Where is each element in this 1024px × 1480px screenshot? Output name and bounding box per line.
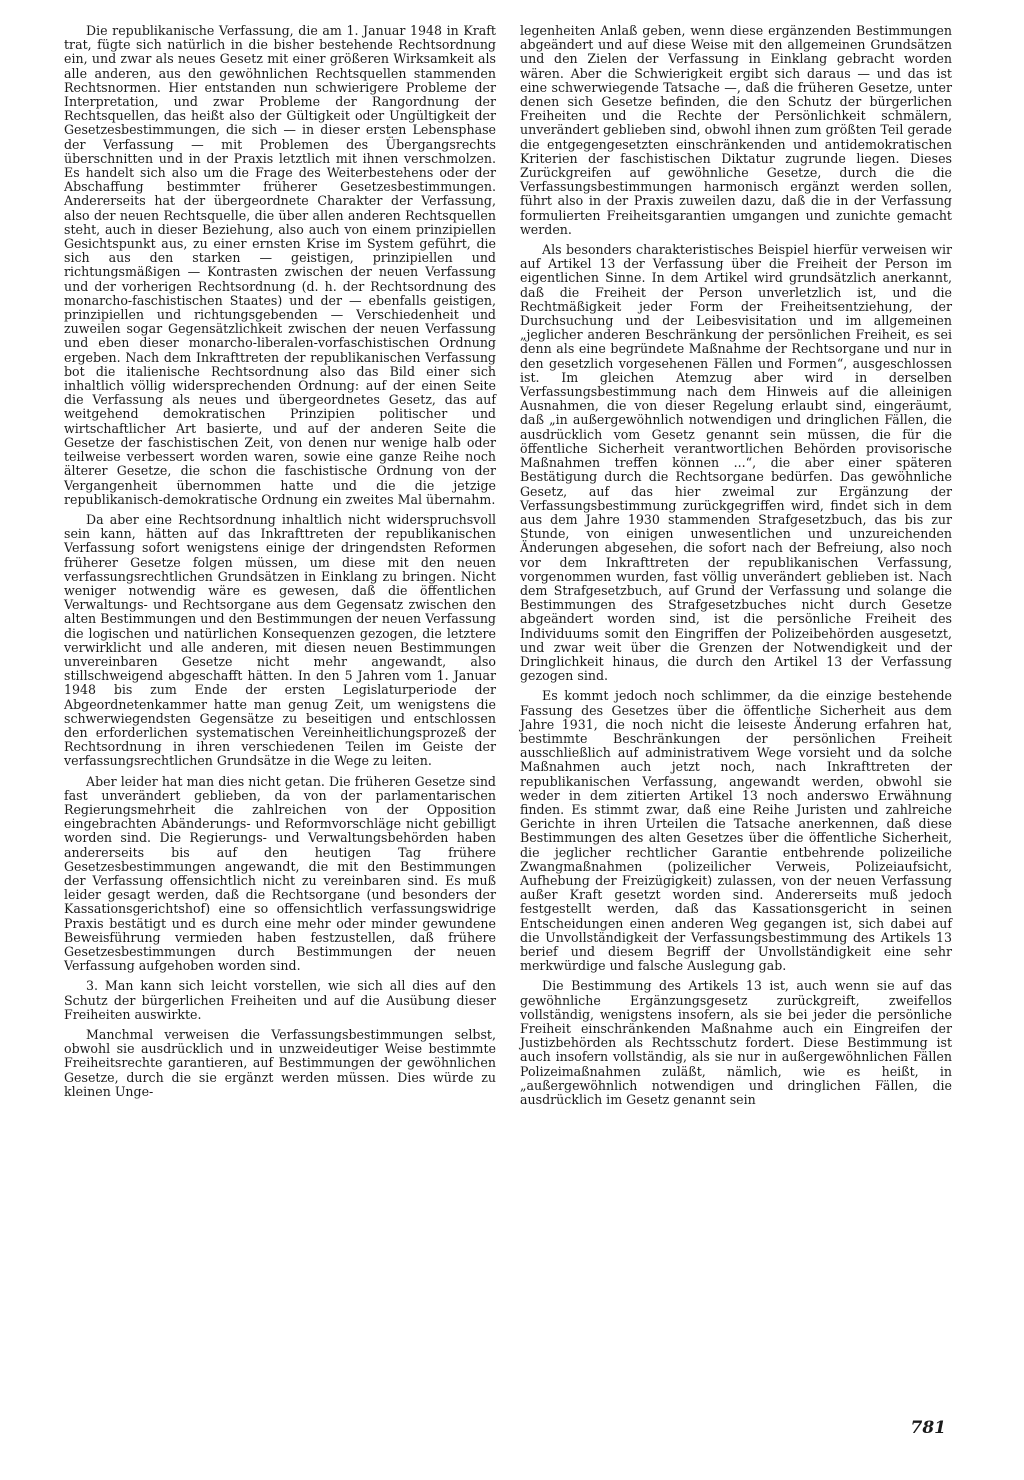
paragraph: 3. Man kann sich leicht vorstellen, wie sich all dies auf den Schutz der bürgerlichen Freiheiten und auf die Ausübung dieser Freiheiten auswirkte. [64, 978, 496, 1022]
paragraph: Die republikanische Verfassung, die am 1. Januar 1948 in Kraft trat, fügte sich natürlich in die bisher bestehende Rechtsordnung ein, und zwar als neues Gesetz mit einer größeren Wirksamkeit als alle anderen, aus den gewöhnlichen Rechtsquellen stammenden Rechtsnormen. Hier entstanden nun schwierigere Probleme der Interpretation, und zwar Probleme der Rangordnung der Rechtsquellen, das heißt also der Gültigkeit oder Ungültigkeit der Gesetzesbestimmungen, die sich — in dieser ersten Lebensphase der Verfassung — mit Problemen des Übergangsrechts überschnitten und in der Praxis letztlich mit ihnen verschmolzen. Es handelt sich also um die Frage des Weiterbestehens oder der Abschaffung bestimmter früherer Gesetzesbestimmungen. Andererseits hat der übergeordnete Charakter der Verfassung, also der neuen Rechtsquelle, die über allen anderen Rechtsquellen steht, auch in dieser Beziehung, also auch von einem prinzipiellen Gesichtspunkt aus, zu einer ernsten Krise im System geführt, die sich aus den starken — geistigen, prinzipiellen und richtungsmäßigen — Kontrasten zwischen der neuen Verfassung und der vorherigen Rechtsordnung (d. h. der Rechtsordnung des monarcho-faschistischen Staates) und der — ebenfalls geistigen, prinzipiellen und richtungsgebenden — Verschiedenheit und zuweilen sogar Gegensätzlichkeit zwischen der neuen Verfassung und eben dieser monarcho-liberalen-vorfaschistischen Ordnung ergeben. Nach dem Inkrafttreten der republikanischen Verfassung bot die italienische Rechtsordnung also das Bild einer sich inhaltlich völlig widersprechenden Ordnung: auf der einen Seite die Verfassung als neues und übergeordnetes Gesetz, das auf weitgehend demokratischen Prinzipien politischer und wirtschaftlicher Art basierte, und auf der anderen Seite die Gesetze der faschistischen Zeit, von denen nur wenige halb oder teilweise verbessert worden waren, sowie eine ganze Reihe noch älterer Gesetze, die schon die faschistische Ordnung von der Vergangenheit übernommen hatte und die die jetzige republikanisch-demokratische Ordnung ein zweites Mal übernahm. [64, 23, 496, 507]
paragraph: Manchmal verweisen die Verfassungsbestimmungen selbst, obwohl sie ausdrücklich und in unzweideutiger Weise bestimmte Freiheitsrechte garantieren, auf Bestimmungen der gewöhnlichen Gesetze, durch die sie ergänzt werden müssen. Dies würde zu kleinen Unge- [64, 1027, 496, 1099]
paragraph: Als besonders charakteristisches Beispiel hierfür verweisen wir auf Artikel 13 der Verfassung über die Freiheit der Person im eigentlichen Sinne. In dem Artikel wird grundsätzlich anerkannt, daß die Freiheit der Person unverletzlich ist, und die Rechtmäßigkeit jeder Form der Freiheitsentziehung, der Durchsuchung und der Leibesvisitation und im allgemeinen „jeglicher anderen Beschränkung der persönlichen Freiheit, es sei denn als eine begründete Maßnahme der Rechtsorgane und nur in den gesetzlich vorgesehenen Fällen und Formen“, ausgeschlossen ist. Im gleichen Atemzug aber wird in derselben Verfassungsbestimmung nach dem Hinweis auf die alleinigen Ausnahmen, die von dieser Regelung erlaubt sind, eingeräumt, daß „in außergewöhnlich notwendigen und dringlichen Fällen, die ausdrücklich vom Gesetz genannt sein müssen, die für die öffentliche Sicherheit verantwortlichen Behörden provisorische Maßnahmen treffen können ...“, die aber einer späteren Bestätigung durch die Rechtsorgane bedürfen. Das gewöhnliche Gesetz, auf das hier zweimal zur Ergänzung der Verfassungsbestimmung zurückgegriffen wird, findet sich in dem aus dem Jahre 1930 stammenden Strafgesetzbuch, das bis zur Stunde, von einigen unwesentlichen und unzureichenden Änderungen abgesehen, die sofort nach der Befreiung, also noch vor dem Inkrafttreten der republikanischen Verfassung, vorgenommen wurden, fast völlig unverändert geblieben ist. Nach dem Strafgesetzbuch, auf Grund der Verfassung und solange die Bestimmungen des Strafgesetzbuches nicht durch Gesetze abgeändert worden sind, ist die persönliche Freiheit des Individuums somit den Eingriffen der Polizeibehörden ausgesetzt, und zwar weit über die Grenzen der Notwendigkeit und der Dringlichkeit hinaus, die durch den Artikel 13 der Verfassung gezogen sind. [520, 242, 952, 684]
paragraph: Da aber eine Rechtsordnung inhaltlich nicht widerspruchsvoll sein kann, hätten auf das Inkrafttreten der republikanischen Verfassung sofort wenigstens einige der dringendsten Reformen früherer Gesetze folgen müssen, um diese mit den neuen verfassungsrechtlichen Grundsätzen in Einklang zu bringen. Nicht weniger notwendig wäre es gewesen, daß die öffentlichen Verwaltungs- und Rechtsorgane aus dem Gegensatz zwischen den alten Bestimmungen und den Bestimmungen der neuen Verfassung die logischen und natürlichen Konsequenzen gezogen, die letztere verwirklicht und alle anderen, mit diesen neuen Bestimmungen unvereinbaren Gesetze nicht mehr angewandt, also stillschweigend abgeschafft hätten. In den 5 Jahren vom 1. Januar 1948 bis zum Ende der ersten Legislaturperiode der Abgeordnetenkammer hatte man genug Zeit, um wenigstens die schwerwiegendsten Gegensätze zu beseitigen und entschlossen den erforderlichen systematischen Vereinheitlichungsprozeß der Rechtsordnung in ihren verschiedenen Teilen im Geiste der verfassungsrechtlichen Grundsätze in die Wege zu leiten. [64, 511, 496, 769]
left-column [64, 24, 496, 1113]
page-number: 781 [910, 1418, 946, 1438]
paragraph-continued: legenheiten Anlaß geben, wenn diese ergänzenden Bestimmungen abgeändert und auf diese Weise mit den allgemeinen Grundsätzen und den Zielen der Verfassung in Einklang gebracht worden wären. Aber die Schwierigkeit ergibt sich daraus — und das ist eine schwerwiegende Tatsache —, daß die früheren Gesetze, unter denen sich Gesetze befinden, die den Schutz der bürgerlichen Freiheiten und die Rechte der Persönlichkeit schmälern, unverändert geblieben sind, obwohl ihnen zum größten Teil gerade die entgegengesetzten einschränkenden und antidemokratischen Kriterien der faschistischen Diktatur zugrunde liegen. Dieses Zurückgreifen auf gewöhnliche Gesetze, durch die die Verfassungsbestimmungen harmonisch ergänzt werden sollen, führt also in der Praxis zuweilen dazu, daß die in der Verfassung formulierten Freiheitsgarantien umgangen und zunichte gemacht werden. [520, 23, 952, 237]
right-column [520, 24, 952, 1113]
text-columns [64, 24, 952, 1113]
paragraph: Die Bestimmung des Artikels 13 ist, auch wenn sie auf das gewöhnliche Ergänzungsgesetz zurückgreift, zweifellos vollständig, wenigstens insofern, als sie bei jeder die persönliche Freiheit einschränkenden Maßnahme auch ein Eingreifen der Justizbehörden als Rechtsschutz fordert. Diese Bestimmung ist auch insofern vollständig, als sie nur in außergewöhnlichen Fällen Polizeimaßnahmen zuläßt, nämlich, wie es heißt, in „außergewöhnlich notwendigen und dringlichen Fällen, die ausdrücklich im Gesetz genannt sein [520, 978, 952, 1108]
paragraph: Aber leider hat man dies nicht getan. Die früheren Gesetze sind fast unverändert geblieben, da von der parlamentarischen Regierungsmehrheit die zahlreichen von der Opposition eingebrachten Abänderungs- und Reformvorschläge nicht gebilligt worden sind. Die Regierungs- und Verwaltungsbehörden haben andererseits bis auf den heutigen Tag frühere Gesetzesbestimmungen angewandt, die mit den Bestimmungen der Verfassung offensichtlich nicht zu vereinbaren sind. Es muß leider gesagt werden, daß die Rechtsorgane (und besonders der Kassationsgerichtshof) eine so offensichtlich verfassungswidrige Praxis bestätigt und es durch eine mehr oder minder gewundene Beweisführung vermieden haben festzustellen, daß frühere Gesetzesbestimmungen durch Bestimmungen der neuen Verfassung aufgehoben worden sind. [64, 773, 496, 974]
paragraph: Es kommt jedoch noch schlimmer, da die einzige bestehende Fassung des Gesetzes über die öffentliche Sicherheit aus dem Jahre 1931, die noch nicht die leiseste Änderung erfahren hat, bestimmte Beschränkungen der persönlichen Freiheit ausschließlich auf administrativem Wege vorsieht und da solche Maßnahmen auch jetzt noch, nach Inkrafttreten der republikanischen Verfassung, angewandt werden, obwohl sie weder in dem zitierten Artikel 13 noch anderswo Erwähnung finden. Es stimmt zwar, daß eine Reihe Juristen und zahlreiche Gerichte in ihren Urteilen die Tatsache anerkennen, daß diese Bestimmungen des alten Gesetzes über die öffentliche Sicherheit, die jeglicher rechtlicher Garantie entbehrende polizeiliche Zwangmaßnahmen (polizeilicher Verweis, Polizeiaufsicht, Aufhebung der Freizügigkeit) zulassen, von der neuen Verfassung außer Kraft gesetzt worden sind. Andererseits muß jedoch festgestellt werden, daß das Kassationsgericht in seinen Entscheidungen einen anderen Weg gegangen ist, sich dabei auf die Unvollständigkeit der Verfassungsbestimmung des Artikels 13 berief und diesem Begriff der Unvollständigkeit eine sehr merkwürdige und falsche Auslegung gab. [520, 688, 952, 974]
